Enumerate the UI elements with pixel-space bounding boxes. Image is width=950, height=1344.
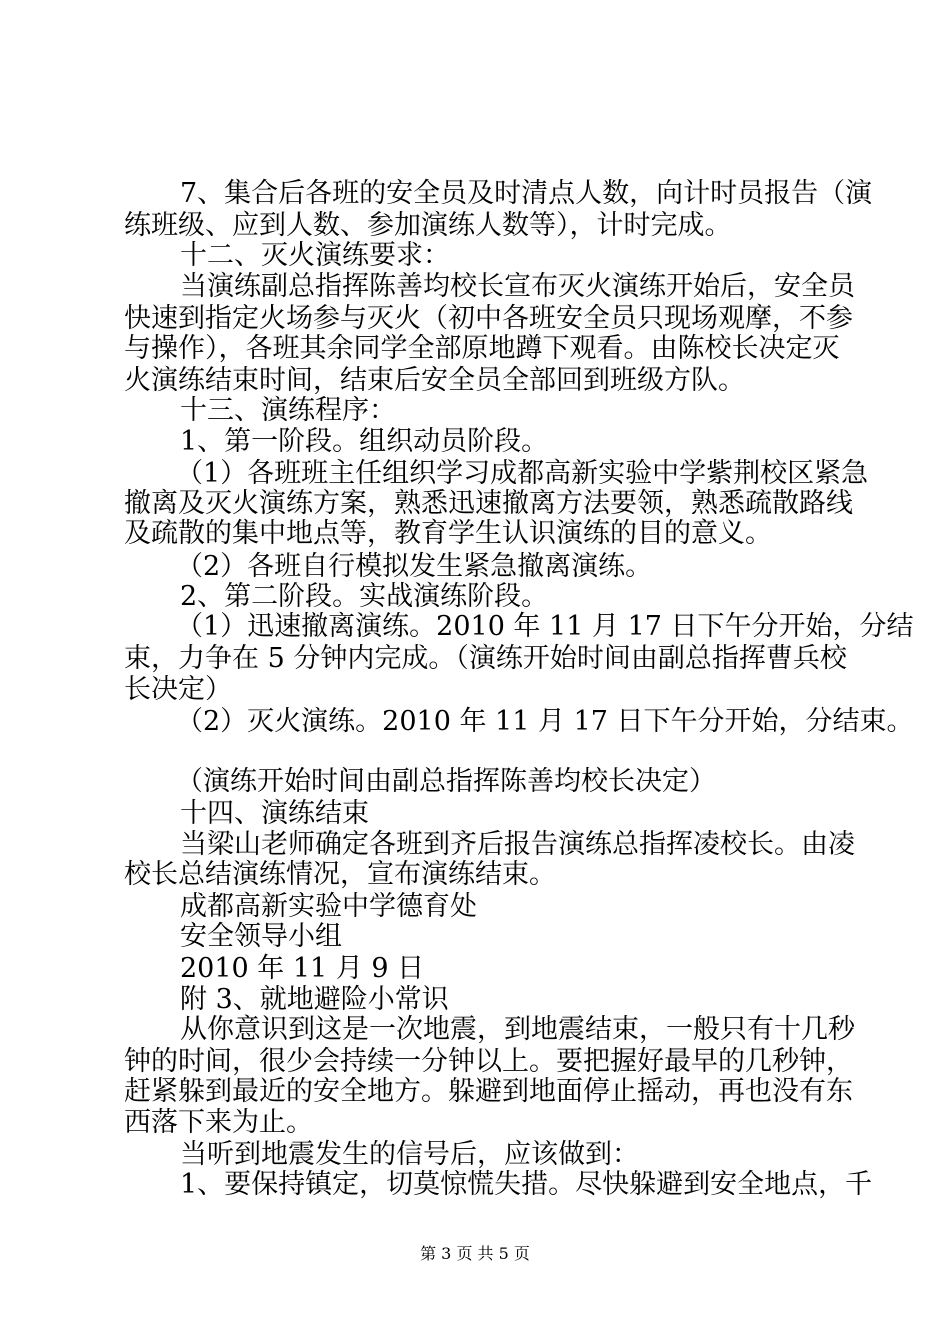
text-line: 快速到指定火场参与灭火（初中各班安全员只现场观摩，不参 <box>124 303 853 334</box>
text-line: 赶紧躲到最近的安全地方。躲避到地面停止摇动，再也没有东 <box>124 1076 853 1107</box>
text-line: （1）迅速撤离演练。2010 年 11 月 17 日下午分开始，分结 <box>176 611 914 642</box>
text-line: 当演练副总指挥陈善均校长宣布灭火演练开始后，安全员 <box>180 271 855 302</box>
text-line: 当梁山老师确定各班到齐后报告演练总指挥凌校长。由凌 <box>180 829 855 860</box>
text-line: 1、要保持镇定，切莫惊慌失措。尽快躲避到安全地点，千 <box>180 1169 873 1200</box>
text-line: 7、集合后各班的安全员及时清点人数，向计时员报告（演 <box>180 178 873 209</box>
text-line: 2、第二阶段。实战演练阶段。 <box>180 581 549 612</box>
section-heading: 十二、灭火演练要求： <box>180 240 450 271</box>
text-line: （2）灭火演练。2010 年 11 月 17 日下午分开始，分结束。 <box>176 706 914 737</box>
text-line: 长决定） <box>124 674 232 705</box>
text-line: 撤离及灭火演练方案，熟悉迅速撤离方法要领，熟悉疏散路线 <box>124 488 853 519</box>
text-line: 练班级、应到人数、参加演练人数等），计时完成。 <box>124 210 732 241</box>
appendix-heading: 附 3、就地避险小常识 <box>180 984 449 1015</box>
text-line: （1）各班班主任组织学习成都高新实验中学紫荆校区紧急 <box>176 458 869 489</box>
text-line: （演练开始时间由副总指挥陈善均校长决定） <box>176 766 716 797</box>
section-heading: 十三、演练程序： <box>180 395 396 426</box>
text-line: 校长总结演练情况，宣布演练结束。 <box>124 859 556 890</box>
text-line: 当听到地震发生的信号后，应该做到： <box>180 1139 639 1170</box>
text-line: 1、第一阶段。组织动员阶段。 <box>180 426 549 457</box>
signature-date: 2010 年 11 月 9 日 <box>180 953 425 984</box>
text-line: 钟的时间，很少会持续一分钟以上。要把握好最早的几秒钟， <box>124 1046 853 1077</box>
text-line: 火演练结束时间，结束后安全员全部回到班级方队。 <box>124 365 745 396</box>
page-number-footer: 第 3 页 共 5 页 <box>420 1244 530 1263</box>
section-heading: 十四、演练结束 <box>180 798 369 829</box>
text-line: 西落下来为止。 <box>124 1107 313 1138</box>
signature-org: 成都高新实验中学德育处 <box>180 891 477 922</box>
text-line: （2）各班自行模拟发生紧急撤离演练。 <box>176 551 653 582</box>
text-line: 及疏散的集中地点等，教育学生认识演练的目的意义。 <box>124 518 772 549</box>
text-line: 束，力争在 5 分钟内完成。（演练开始时间由副总指挥曹兵校 <box>124 643 847 674</box>
text-line: 从你意识到这是一次地震，到地震结束，一般只有十几秒 <box>180 1014 855 1045</box>
signature-group: 安全领导小组 <box>180 921 342 952</box>
text-line: 与操作），各班其余同学全部原地蹲下观看。由陈校长决定灭 <box>124 333 840 364</box>
